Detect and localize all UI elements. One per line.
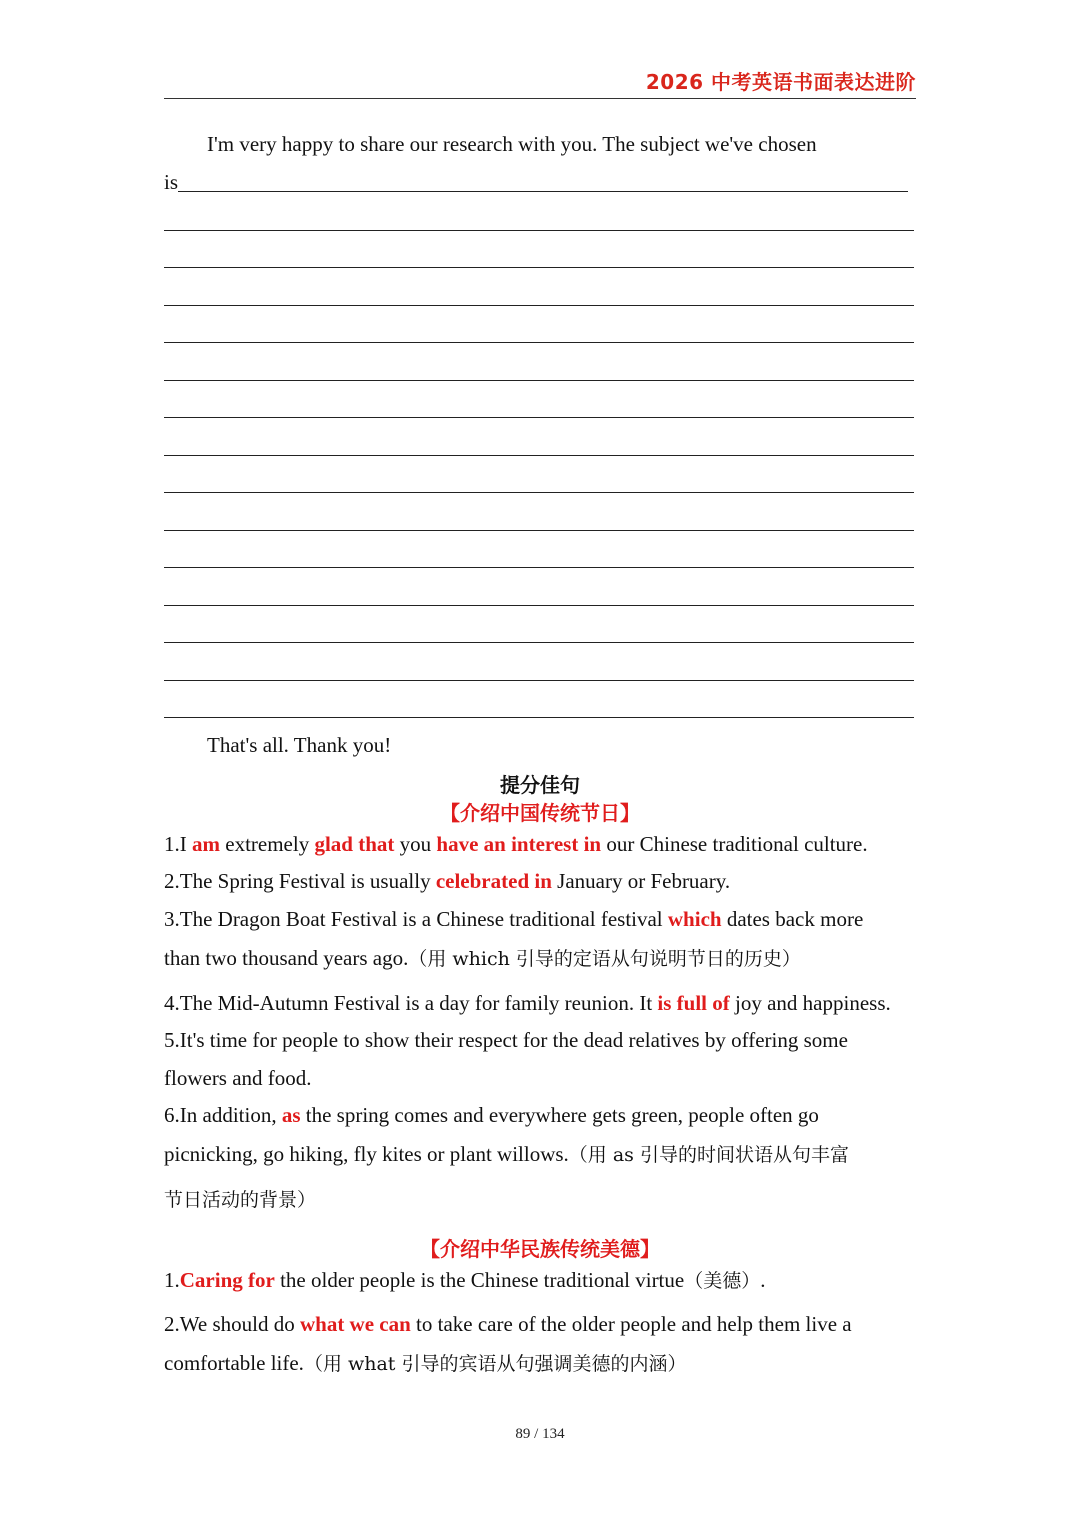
chinese-note: （用 what 引导的宾语从句强调美德的内涵） [303,1353,687,1375]
sentence-2-2-cont [164,1349,686,1378]
sentence-1-3 [164,905,863,933]
text-run: 1. [164,1268,180,1292]
text-run: 2.The Spring Festival is usually [164,869,436,893]
text-run: dates back more [721,907,864,931]
header-divider [164,98,916,99]
sentence-1-3-cont [164,944,801,973]
answer-line [164,717,914,718]
highlight-phrase: glad that [314,832,395,856]
chinese-note: （用 which 引导的定语从句说明节日的历史） [408,948,801,970]
sentence-2-1 [164,1266,765,1295]
header-title: 2026 中考英语书面表达进阶 [645,70,916,94]
text-run: picnicking, go hiking, fly kites or plant willows. [164,1142,569,1166]
text-run: comfortable life. [164,1351,304,1375]
answer-line [164,680,914,681]
text-run: extremely [220,832,315,856]
answer-line [164,380,914,381]
chinese-note: （美德） [684,1270,761,1292]
answer-line [164,230,914,231]
section2-title: 【介绍中华民族传统美德】 [420,1237,660,1261]
chinese-note: （用 as 引导的时间状语从句丰富 [568,1144,849,1166]
highlight-phrase: as [281,1103,301,1127]
answer-line [164,567,914,568]
answer-line [164,417,914,418]
intro-is-word: is [164,170,179,194]
sentence-1-4 [164,989,891,1017]
sentence-2-2 [164,1310,852,1338]
highlight-phrase: Caring for [179,1268,275,1292]
sentence-1-6 [164,1101,819,1129]
highlight-phrase: which [667,907,722,931]
sentence-1-6-note-cont: 节日活动的背景） [164,1189,317,1211]
answer-line [178,191,908,192]
text-run: joy and happiness. [729,991,891,1015]
answer-line [164,455,914,456]
highlight-phrase: is full of [657,991,730,1015]
answer-line [164,492,914,493]
answer-line [164,267,914,268]
text-run: the older people is the Chinese traditional virtue [274,1268,685,1292]
answer-line [164,305,914,306]
highlight-phrase: celebrated in [435,869,552,893]
text-run: you [394,832,437,856]
sentence-1-1 [164,830,868,858]
section-main-title: 提分佳句 [500,773,580,797]
highlight-phrase: what we can [299,1312,411,1336]
text-run: 6.In addition, [164,1103,282,1127]
sentence-1-5: 5.It's time for people to show their respect for the dead relatives by offering some [164,1028,848,1052]
text-run: . [760,1268,766,1292]
text-run: than two thousand years ago. [164,946,409,970]
text-run: 1.I [164,832,192,856]
section1-title: 【介绍中国传统节日】 [440,801,640,825]
highlight-phrase: am [192,832,220,856]
highlight-phrase: have an interest in [436,832,602,856]
text-run: our Chinese traditional culture. [601,832,868,856]
closing-text: That's all. Thank you! [207,733,392,757]
sentence-1-6-cont [164,1140,849,1169]
text-run: 2.We should do [164,1312,300,1336]
answer-line [164,342,914,343]
answer-line [164,530,914,531]
text-run: 3.The Dragon Boat Festival is a Chinese traditional festival [164,907,668,931]
answer-line [164,642,914,643]
intro-line-1: I'm very happy to share our research with you. The subject we've chosen [207,132,817,156]
sentence-1-2 [164,867,730,895]
sentence-1-5-cont: flowers and food. [164,1066,312,1090]
text-run: to take care of the older people and help them live a [410,1312,852,1336]
answer-line [164,605,914,606]
text-run: 4.The Mid-Autumn Festival is a day for family reunion. It [164,991,658,1015]
text-run: the spring comes and everywhere gets green, people often go [300,1103,819,1127]
page-number: 89 / 134 [515,1426,565,1442]
text-run: January or February. [551,869,731,893]
